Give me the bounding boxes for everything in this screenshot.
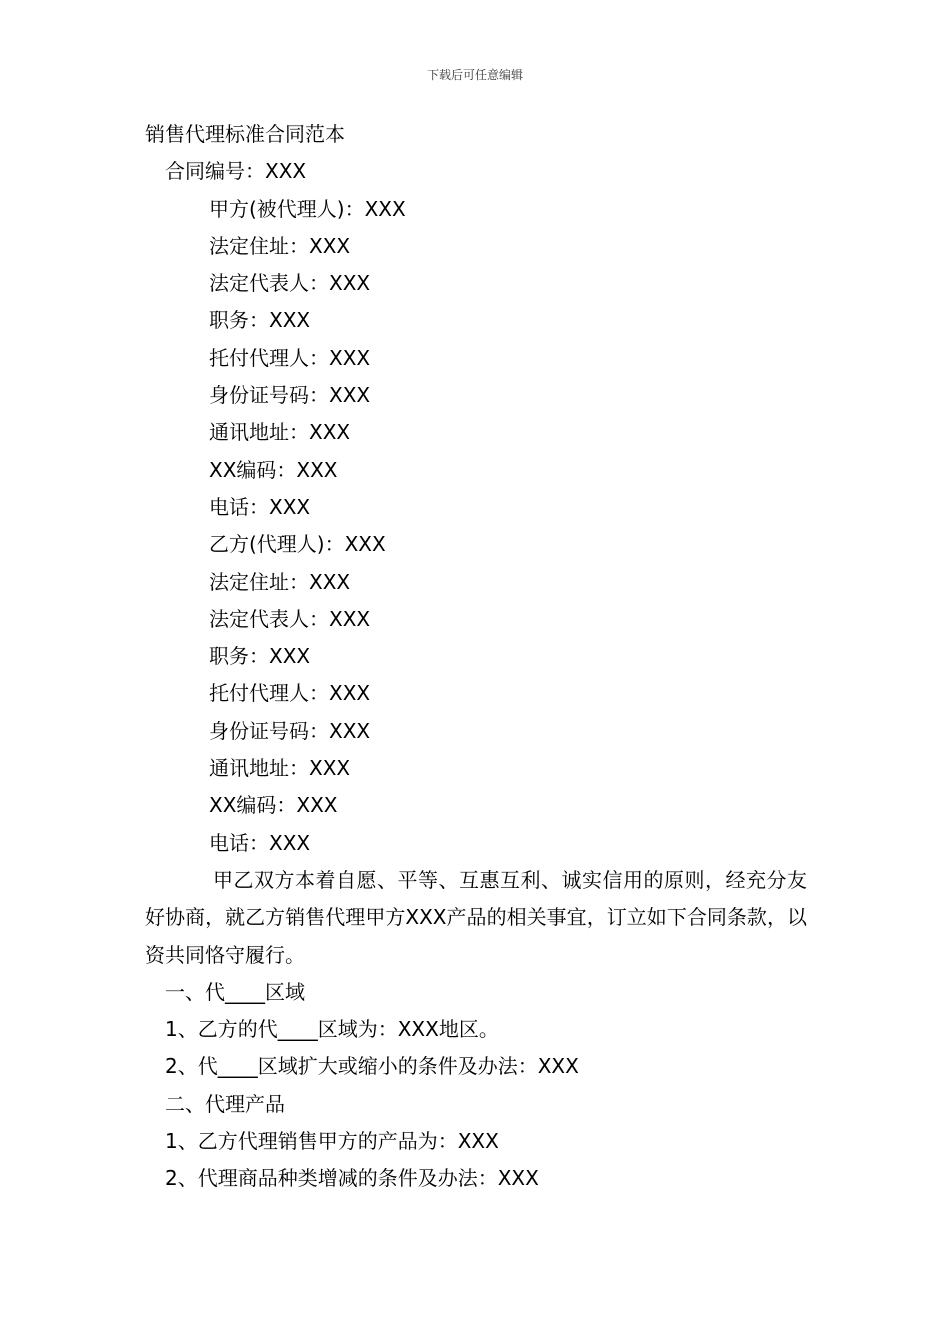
party-a-field: XX编码：XXX <box>209 457 338 482</box>
section-heading: 一、代____区域 <box>165 979 305 1004</box>
contract-number: 合同编号：XXX <box>165 159 307 184</box>
section-item: 1、乙方代理销售甲方的产品为：XXX <box>165 1129 499 1154</box>
party-b-field: 法定代表人：XXX <box>209 606 371 631</box>
party-a-field: 职务：XXX <box>209 308 311 333</box>
party-b-field: 电话：XXX <box>209 830 311 855</box>
section-heading: 二、代理产品 <box>165 1091 285 1116</box>
party-a-block <box>145 191 807 527</box>
section-item: 2、代____区域扩大或缩小的条件及办法：XXX <box>165 1054 579 1079</box>
party-a-field: 法定住址：XXX <box>209 233 351 258</box>
section-item: 1、乙方的代____区域为：XXX地区。 <box>165 1017 499 1042</box>
party-b-field: 托付代理人：XXX <box>209 681 371 706</box>
document-title: 销售代理标准合同范本 <box>145 122 345 146</box>
contract-body <box>145 116 807 1198</box>
party-b-field: XX编码：XXX <box>209 793 338 818</box>
party-a-field: 甲方(被代理人)：XXX <box>209 196 406 221</box>
party-a-field: 托付代理人：XXX <box>209 345 371 370</box>
page-header-note: 下载后可任意编辑 <box>426 68 523 82</box>
section-item: 2、代理商品种类增减的条件及办法：XXX <box>165 1166 539 1191</box>
party-b-field: 身份证号码：XXX <box>209 718 371 743</box>
party-a-field: 法定代表人：XXX <box>209 271 371 296</box>
section-1 <box>145 974 807 1086</box>
party-b-field: 通讯地址：XXX <box>209 756 351 781</box>
intro-paragraph: 甲乙双方本着自愿、平等、互惠互利、诚实信用的原则，经充分友好协商，就乙方销售代理甲方XXX产品的相关事宜，订立如下合同条款，以资共同恪守履行。 <box>145 867 807 967</box>
party-a-field: 通讯地址：XXX <box>209 420 351 445</box>
section-2 <box>145 1086 807 1198</box>
party-b-field: 法定住址：XXX <box>209 569 351 594</box>
party-b-field: 职务：XXX <box>209 644 311 669</box>
party-a-field: 身份证号码：XXX <box>209 383 371 408</box>
party-b-field: 乙方(代理人)：XXX <box>209 532 386 557</box>
party-b-block <box>145 526 807 862</box>
party-a-field: 电话：XXX <box>209 494 311 519</box>
